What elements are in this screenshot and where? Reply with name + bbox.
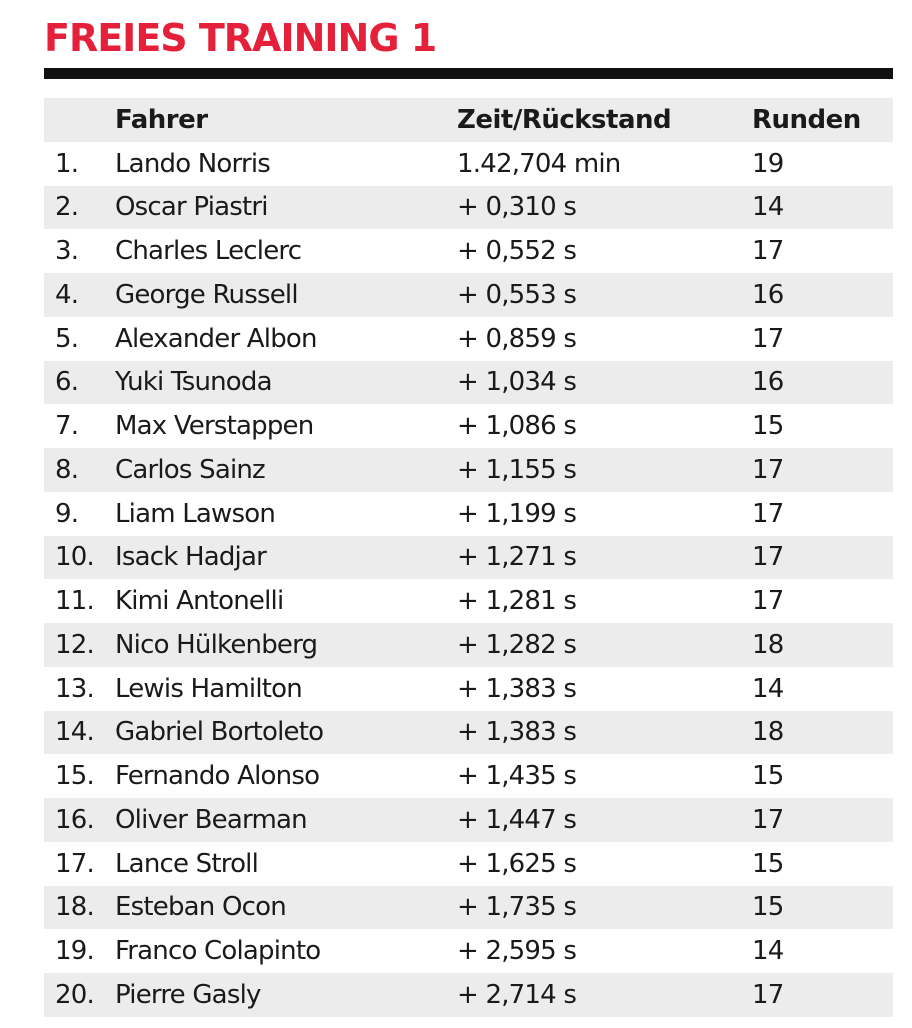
cell-time: + 1,383 s	[457, 673, 577, 704]
table-row	[44, 186, 893, 230]
cell-time: + 1,281 s	[457, 586, 577, 617]
results-table	[44, 98, 893, 1017]
cell-laps: 16	[752, 367, 784, 398]
cell-driver: Kimi Antonelli	[115, 586, 284, 617]
table-row	[44, 404, 893, 448]
cell-driver: Isack Hadjar	[115, 542, 266, 573]
cell-driver: Max Verstappen	[115, 411, 314, 442]
cell-laps: 18	[752, 717, 784, 748]
cell-position: 6.	[55, 367, 79, 398]
cell-position: 4.	[55, 279, 79, 310]
cell-laps: 14	[752, 936, 784, 967]
table-row	[44, 229, 893, 273]
cell-laps: 15	[752, 892, 784, 923]
table-row	[44, 536, 893, 580]
cell-driver: Lando Norris	[115, 148, 271, 179]
table-row	[44, 623, 893, 667]
table-row	[44, 448, 893, 492]
cell-position: 8.	[55, 454, 79, 485]
cell-driver: Gabriel Bortoleto	[115, 717, 324, 748]
header-position	[44, 98, 115, 142]
cell-position: 14.	[55, 717, 94, 748]
cell-laps: 19	[752, 148, 784, 179]
cell-time: + 1,447 s	[457, 804, 577, 835]
cell-time: + 1,282 s	[457, 629, 577, 660]
cell-position: 7.	[55, 411, 79, 442]
title-divider	[44, 68, 893, 79]
cell-position: 18.	[55, 892, 94, 923]
cell-laps: 16	[752, 279, 784, 310]
cell-time: + 0,553 s	[457, 279, 577, 310]
cell-time: + 1,735 s	[457, 892, 577, 923]
cell-laps: 14	[752, 192, 784, 223]
cell-driver: Pierre Gasly	[115, 979, 261, 1010]
cell-laps: 17	[752, 542, 784, 573]
cell-time: + 0,310 s	[457, 192, 577, 223]
table-row	[44, 667, 893, 711]
cell-laps: 15	[752, 761, 784, 792]
results-body	[44, 98, 893, 1017]
cell-laps: 17	[752, 323, 784, 354]
cell-driver: Fernando Alonso	[115, 761, 320, 792]
cell-driver: George Russell	[115, 279, 298, 310]
cell-position: 17.	[55, 848, 94, 879]
table-row	[44, 142, 893, 186]
table-row	[44, 754, 893, 798]
cell-driver: Nico Hülkenberg	[115, 629, 318, 660]
cell-position: 5.	[55, 323, 79, 354]
cell-laps: 17	[752, 979, 784, 1010]
cell-laps: 17	[752, 804, 784, 835]
cell-driver: Lance Stroll	[115, 848, 259, 879]
header-time: Zeit/Rückstand	[457, 104, 672, 135]
cell-time: + 1,435 s	[457, 761, 577, 792]
cell-position: 16.	[55, 804, 94, 835]
cell-position: 3.	[55, 236, 79, 267]
header-laps: Runden	[752, 104, 861, 135]
cell-position: 15.	[55, 761, 94, 792]
header-driver: Fahrer	[115, 104, 208, 135]
table-row	[44, 317, 893, 361]
header-row	[44, 98, 893, 142]
table-row	[44, 842, 893, 886]
table-row	[44, 929, 893, 973]
cell-time: + 0,552 s	[457, 236, 577, 267]
cell-time: + 1,271 s	[457, 542, 577, 573]
cell-laps: 18	[752, 629, 784, 660]
cell-driver: Liam Lawson	[115, 498, 276, 529]
table-row	[44, 361, 893, 405]
cell-laps: 14	[752, 673, 784, 704]
cell-laps: 17	[752, 236, 784, 267]
table-row	[44, 711, 893, 755]
cell-time: + 1,086 s	[457, 411, 577, 442]
cell-position: 9.	[55, 498, 79, 529]
cell-time: + 1,199 s	[457, 498, 577, 529]
cell-time: + 1,034 s	[457, 367, 577, 398]
cell-driver: Oscar Piastri	[115, 192, 268, 223]
table-row	[44, 492, 893, 536]
cell-time: + 2,714 s	[457, 979, 577, 1010]
cell-time: + 1,383 s	[457, 717, 577, 748]
cell-position: 1.	[55, 148, 79, 179]
cell-position: 20.	[55, 979, 94, 1010]
cell-laps: 15	[752, 848, 784, 879]
cell-driver: Yuki Tsunoda	[115, 367, 272, 398]
cell-position: 11.	[55, 586, 94, 617]
table-row	[44, 798, 893, 842]
cell-driver: Charles Leclerc	[115, 236, 302, 267]
cell-laps: 15	[752, 411, 784, 442]
cell-driver: Franco Colapinto	[115, 936, 321, 967]
cell-driver: Esteban Ocon	[115, 892, 286, 923]
cell-position: 12.	[55, 629, 94, 660]
cell-driver: Carlos Sainz	[115, 454, 265, 485]
cell-laps: 17	[752, 586, 784, 617]
cell-time: + 0,859 s	[457, 323, 577, 354]
cell-driver: Lewis Hamilton	[115, 673, 302, 704]
cell-position: 13.	[55, 673, 94, 704]
cell-driver: Oliver Bearman	[115, 804, 307, 835]
table-row	[44, 973, 893, 1017]
cell-position: 2.	[55, 192, 79, 223]
cell-time: + 1,155 s	[457, 454, 577, 485]
cell-time: 1.42,704 min	[457, 148, 621, 179]
cell-position: 10.	[55, 542, 94, 573]
cell-time: + 1,625 s	[457, 848, 577, 879]
cell-laps: 17	[752, 498, 784, 529]
table-row	[44, 579, 893, 623]
table-row	[44, 886, 893, 930]
cell-laps: 17	[752, 454, 784, 485]
cell-position: 19.	[55, 936, 94, 967]
cell-driver: Alexander Albon	[115, 323, 317, 354]
cell-time: + 2,595 s	[457, 936, 577, 967]
page-title: FREIES TRAINING 1	[44, 16, 437, 60]
table-row	[44, 273, 893, 317]
